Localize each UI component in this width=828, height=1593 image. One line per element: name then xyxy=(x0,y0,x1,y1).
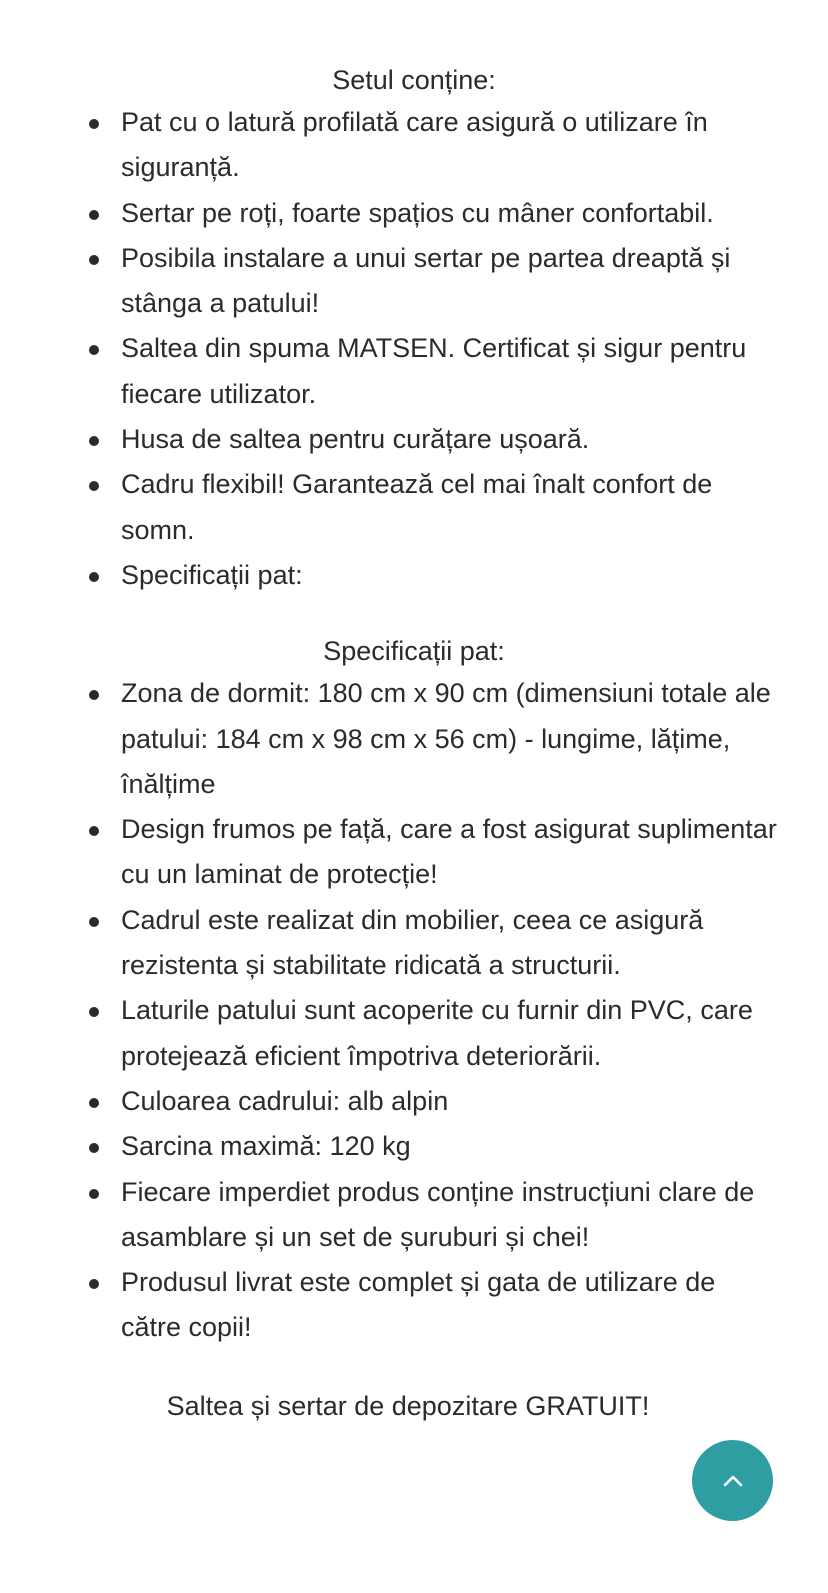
bullet-icon xyxy=(89,1098,99,1108)
bullet-icon xyxy=(89,917,99,927)
list-item: Design frumos pe față, care a fost asigurat suplimentar cu un laminat de protecție! xyxy=(121,807,781,898)
list-item: Husa de saltea pentru curățare ușoară. xyxy=(121,417,781,462)
bullet-icon xyxy=(89,255,99,265)
bullet-icon xyxy=(89,572,99,582)
bullet-icon xyxy=(89,1279,99,1289)
free-mattress-promo: Saltea și sertar de depozitare GRATUIT! xyxy=(166,1390,650,1421)
list-item: Specificații pat: xyxy=(121,553,781,598)
bed-specs-list xyxy=(0,671,781,1350)
list-item: Cadru flexibil! Garantează cel mai înalt confort de somn. xyxy=(121,462,781,553)
bullet-icon xyxy=(89,119,99,129)
scroll-to-top-button[interactable] xyxy=(692,1440,773,1521)
list-item: Culoarea cadrului: alb alpin xyxy=(121,1079,781,1124)
bullet-icon xyxy=(89,1143,99,1153)
list-item: Sertar pe roți, foarte spațios cu mâner confortabil. xyxy=(121,191,781,236)
list-item: Produsul livrat este complet și gata de utilizare de către copii! xyxy=(121,1260,781,1351)
bullet-icon xyxy=(89,1007,99,1017)
list-item: Cadrul este realizat din mobilier, ceea ce asigură rezistenta și stabilitate ridicată a structurii. xyxy=(121,898,781,989)
list-item: Posibila instalare a unui sertar pe partea dreaptă și stânga a patului! xyxy=(121,236,781,327)
list-item: Zona de dormit: 180 cm x 90 cm (dimensiuni totale ale patului: 184 cm x 98 cm x 56 cm) - lungime, lățime, înălțime xyxy=(121,671,781,807)
bullet-icon xyxy=(89,826,99,836)
bullet-icon xyxy=(89,1189,99,1199)
spacer xyxy=(0,598,828,631)
bullet-icon xyxy=(89,210,99,220)
list-item: Saltea din spuma MATSEN. Certificat și sigur pentru fiecare utilizator. xyxy=(121,326,781,417)
bullet-icon xyxy=(89,690,99,700)
bullet-icon xyxy=(89,436,99,446)
list-item: Pat cu o latură profilată care asigură o utilizare în siguranță. xyxy=(121,100,781,191)
bullet-icon xyxy=(89,345,99,355)
list-item: Sarcina maximă: 120 kg xyxy=(121,1124,781,1169)
set-contents-heading: Setul conține: xyxy=(332,65,496,95)
set-contents-list xyxy=(0,100,781,598)
bed-specs-heading: Specificații pat: xyxy=(323,636,505,667)
list-item: Fiecare imperdiet produs conține instrucțiuni clare de asamblare și un set de șuruburi și chei! xyxy=(121,1170,781,1261)
chevron-up-icon xyxy=(720,1468,746,1494)
bullet-icon xyxy=(89,481,99,491)
list-item: Laturile patului sunt acoperite cu furnir din PVC, care protejează eficient împotriva deteriorării. xyxy=(121,988,781,1079)
